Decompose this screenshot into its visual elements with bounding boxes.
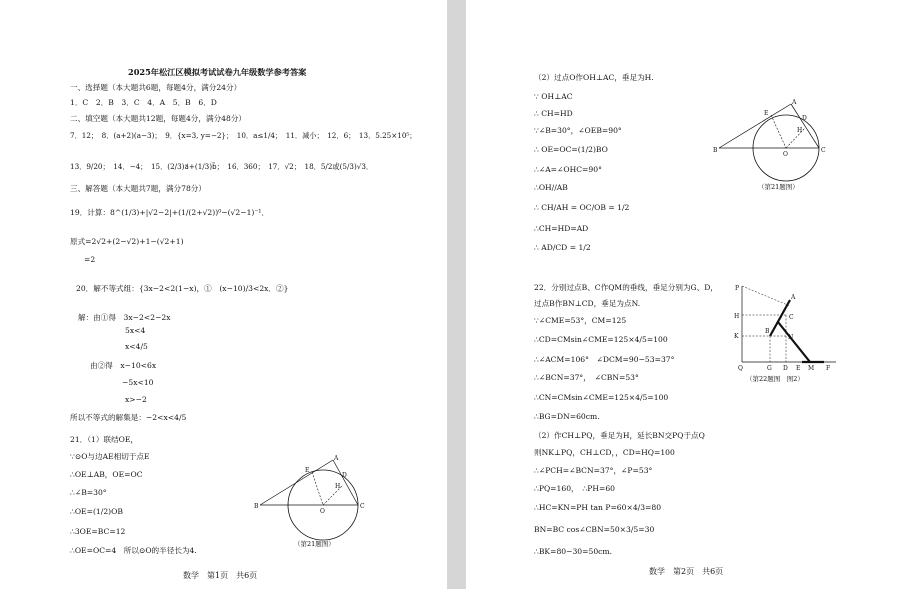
q22p2-step3: ∴PQ=160， ∴PH=60 (534, 484, 615, 493)
q21-step2: ∴OE⊥AB，OE=OC (70, 470, 143, 479)
fig21b-label-A: A (792, 99, 797, 106)
q21-step6: ∴OE=OC=4 所以⊙O的半径长为4. (70, 546, 197, 555)
fig21-label-C: C (360, 503, 365, 510)
fig21-label-H: H (335, 483, 341, 490)
fig22-label-P: P (735, 285, 740, 292)
fig21-label-B: B (254, 503, 259, 510)
figure-22-geometry (732, 282, 842, 372)
figure-22-caption: （第22题图 图2） (746, 375, 804, 383)
fig21-label-E: E (305, 467, 310, 474)
q21p2-step4: ∴ OE=OC=(1/2)BO (534, 145, 608, 154)
fill-answers-row2: 13．9/20； 14．−4； 15．(2/3)a⃗+(1/3)b⃗； 16．360； 17．√2； 18．5/2或(5/3)√3． (70, 162, 374, 171)
fig22-label-N: N (788, 334, 794, 341)
q21p2-step5: ∴∠A=∠OHC=90° (534, 165, 602, 174)
q20-step6: x>−2 (125, 395, 147, 404)
q22p2-step6: ∴BK=80−30=50cm. (534, 547, 613, 556)
q21-step1: ∵⊙O与边AE相切于点E (70, 452, 150, 461)
figure-21-caption: （第21题图） (294, 540, 335, 548)
fig22-label-B: B (765, 328, 770, 335)
figure-21-geometry-page2 (711, 100, 831, 180)
q20-solution: 所以不等式的解集是：−2<x<4/5 (70, 413, 187, 422)
fig21b-label-H: H (797, 127, 803, 134)
q20-step1: 解：由①得 3x−2<2−2x (78, 313, 171, 322)
answer-page-1 (0, 0, 447, 589)
fill-answers-row1: 7．12； 8．(a+2)(a−3)； 9．{x=3, y=−2}； 10．a≤1/4； 11．减小； 12．6； 13．5.25×10⁵； (70, 131, 417, 140)
q21-step5: ∴3OE=BC=12 (70, 527, 126, 536)
fig21b-label-E: E (764, 110, 769, 117)
q22-part2: （2）作CH⊥PQ，垂足为H，延长BN交PQ于点Q (534, 431, 705, 440)
fig22-label-D: D (783, 365, 788, 372)
fig22-label-G: G (767, 365, 772, 372)
page-1-footer: 数学 第1页 共6页 (183, 571, 258, 580)
choice-answers: 1．C 2．B 3．C 4．A 5．B 6．D (70, 98, 217, 107)
fig21-label-O: O (320, 508, 325, 515)
section-choice-heading: 一、选择题（本大题共6题，每题4分，满分24分） (70, 83, 242, 92)
q22-step3: ∴CD=CMsin∠CME=125×4/5=100 (534, 335, 668, 344)
fig21-label-D: D (342, 472, 347, 479)
fig22-label-M: M (808, 365, 815, 372)
q22-step5: ∴∠BCN=37°， ∠CBN=53° (534, 373, 639, 382)
document-title: 2025年松江区模拟考试试卷九年级数学参考答案 (128, 67, 307, 77)
fig22-label-E: E (796, 365, 801, 372)
fig21b-label-B: B (713, 147, 718, 154)
q22p2-step4: ∴HC=KN=PH tan P=60×4/3=80 (534, 503, 662, 512)
q20-step4: 由②得 x−10<6x (90, 361, 157, 370)
figure-21-geometry (250, 455, 370, 540)
q21-part2: （2）过点O作OH⊥AC，垂足为H. (534, 73, 654, 82)
q20-step3: x<4/5 (125, 342, 148, 351)
q22-step7: ∴BG=DN=60cm. (534, 412, 600, 421)
q21p2-step3: ∵∠B=30°，∠OEB=90° (534, 126, 622, 135)
fig22-label-C: C (789, 314, 794, 321)
fig21b-label-D: D (802, 115, 807, 122)
q22p2-step2: ∴∠PCH=∠BCN=37°，∠P=53° (534, 466, 653, 475)
q19-statement: 19．计算：8^(1/3)+|√2−2|+(1/(2+√2))⁰−(√2−1)⁻¹． (70, 208, 270, 217)
q21-step4: ∴OE=(1/2)OB (70, 507, 123, 516)
q21p2-step2: ∴ CH=HD (534, 109, 573, 118)
q21-step3: ∴∠B=30° (70, 488, 107, 497)
section-solve-heading: 三、解答题（本大题共7题，满分78分） (70, 184, 206, 193)
fig21b-label-C: C (821, 147, 826, 154)
q21-part1: 21．（1）联结OE， (70, 435, 139, 444)
fig22-label-H: H (734, 313, 740, 320)
q22-step6: ∴CN=CMsin∠CME=125×4/5=100 (534, 393, 669, 402)
fig22-label-A: A (791, 294, 796, 301)
q22-step1: 过点B作BN⊥CD，垂足为点N. (534, 299, 641, 308)
fig22-label-F: F (826, 365, 831, 372)
q21p2-step8: ∴CH=HD=AD (534, 224, 589, 233)
q22-part1: 22．分别过点B、C作QM的垂线，垂足分别为G、D， (534, 283, 718, 292)
q22-step2: ∵∠CME=53°，CM=125 (534, 316, 627, 325)
fig22-label-Q: Q (738, 365, 743, 372)
q19-result: =2 (84, 255, 96, 264)
q22-step4: ∴∠ACM=106° ∠DCM=90−53=37° (534, 355, 675, 364)
fig22-label-K: K (734, 333, 739, 340)
answer-page-2 (466, 0, 912, 589)
page-2-footer: 数学 第2页 共6页 (649, 567, 724, 576)
q21p2-step7: ∴ CH/AH = OC/OB = 1/2 (534, 203, 630, 212)
q20-statement: 20．解不等式组：{3x−2<2(1−x)，① (x−10)/3<2x．②} (76, 284, 289, 293)
q21p2-step9: ∴ AD/CD = 1/2 (534, 243, 591, 252)
q22p2-step5: BN=BC cos∠CBN=50×3/5=30 (534, 525, 655, 534)
section-fill-heading: 二、填空题（本大题共12题，每题4分，满分48分） (70, 114, 247, 123)
q21p2-step6: ∴OH//AB (534, 183, 568, 192)
fig21b-label-O: O (783, 151, 788, 158)
figure-21-caption-page2: （第21题图） (758, 183, 799, 191)
q21p2-step1: ∵ OH⊥AC (534, 92, 573, 101)
q20-step2: 5x<4 (125, 326, 146, 335)
q19-step1: 原式=2√2+(2−√2)+1−(√2+1) (70, 237, 184, 246)
q20-step5: −5x<10 (122, 378, 154, 387)
fig21-label-A: A (334, 455, 339, 462)
q22p2-step1: 则NK⊥PQ，CH⊥CD，，CD=HQ=100 (534, 448, 675, 457)
